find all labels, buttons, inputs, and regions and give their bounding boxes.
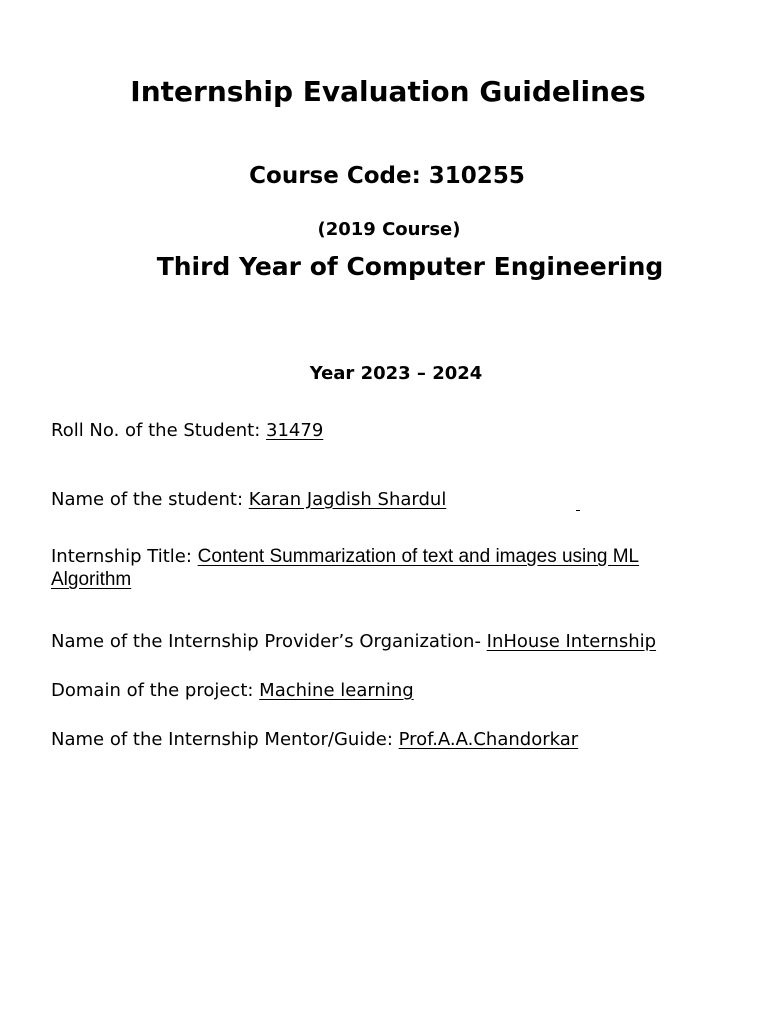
mentor-field (51, 729, 578, 750)
internship-title-label: Internship Title: (51, 546, 198, 567)
student-name-field (51, 489, 446, 510)
project-domain-value: Machine learning (259, 680, 414, 701)
program-name: Third Year of Computer Engineering (156, 252, 664, 281)
roll-number-value: 31479 (266, 420, 324, 441)
academic-year: Year 2023 – 2024 (309, 363, 483, 384)
mentor-value: Prof.A.A.Chandorkar (398, 729, 579, 750)
roll-number-field (51, 420, 323, 441)
student-name-value: Karan Jagdish Shardul (248, 489, 447, 510)
internship-title-value: Content Summarization of text and images using ML Algorithm (51, 546, 640, 590)
project-domain-field (51, 680, 414, 701)
mentor-label: Name of the Internship Mentor/Guide: (51, 729, 399, 750)
organization-field (51, 631, 656, 652)
organization-value: InHouse Internship (486, 631, 657, 652)
student-name-label: Name of the student: (51, 489, 249, 510)
document-title: Internship Evaluation Guidelines (130, 75, 646, 108)
organization-label: Name of the Internship Provider’s Organization- (51, 631, 487, 652)
roll-number-label: Roll No. of the Student: (51, 420, 267, 441)
underline-mark (576, 510, 580, 511)
course-year: (2019 Course) (317, 219, 461, 240)
internship-title-field (51, 545, 711, 591)
course-code: Course Code: 310255 (249, 163, 525, 189)
project-domain-label: Domain of the project: (51, 680, 260, 701)
